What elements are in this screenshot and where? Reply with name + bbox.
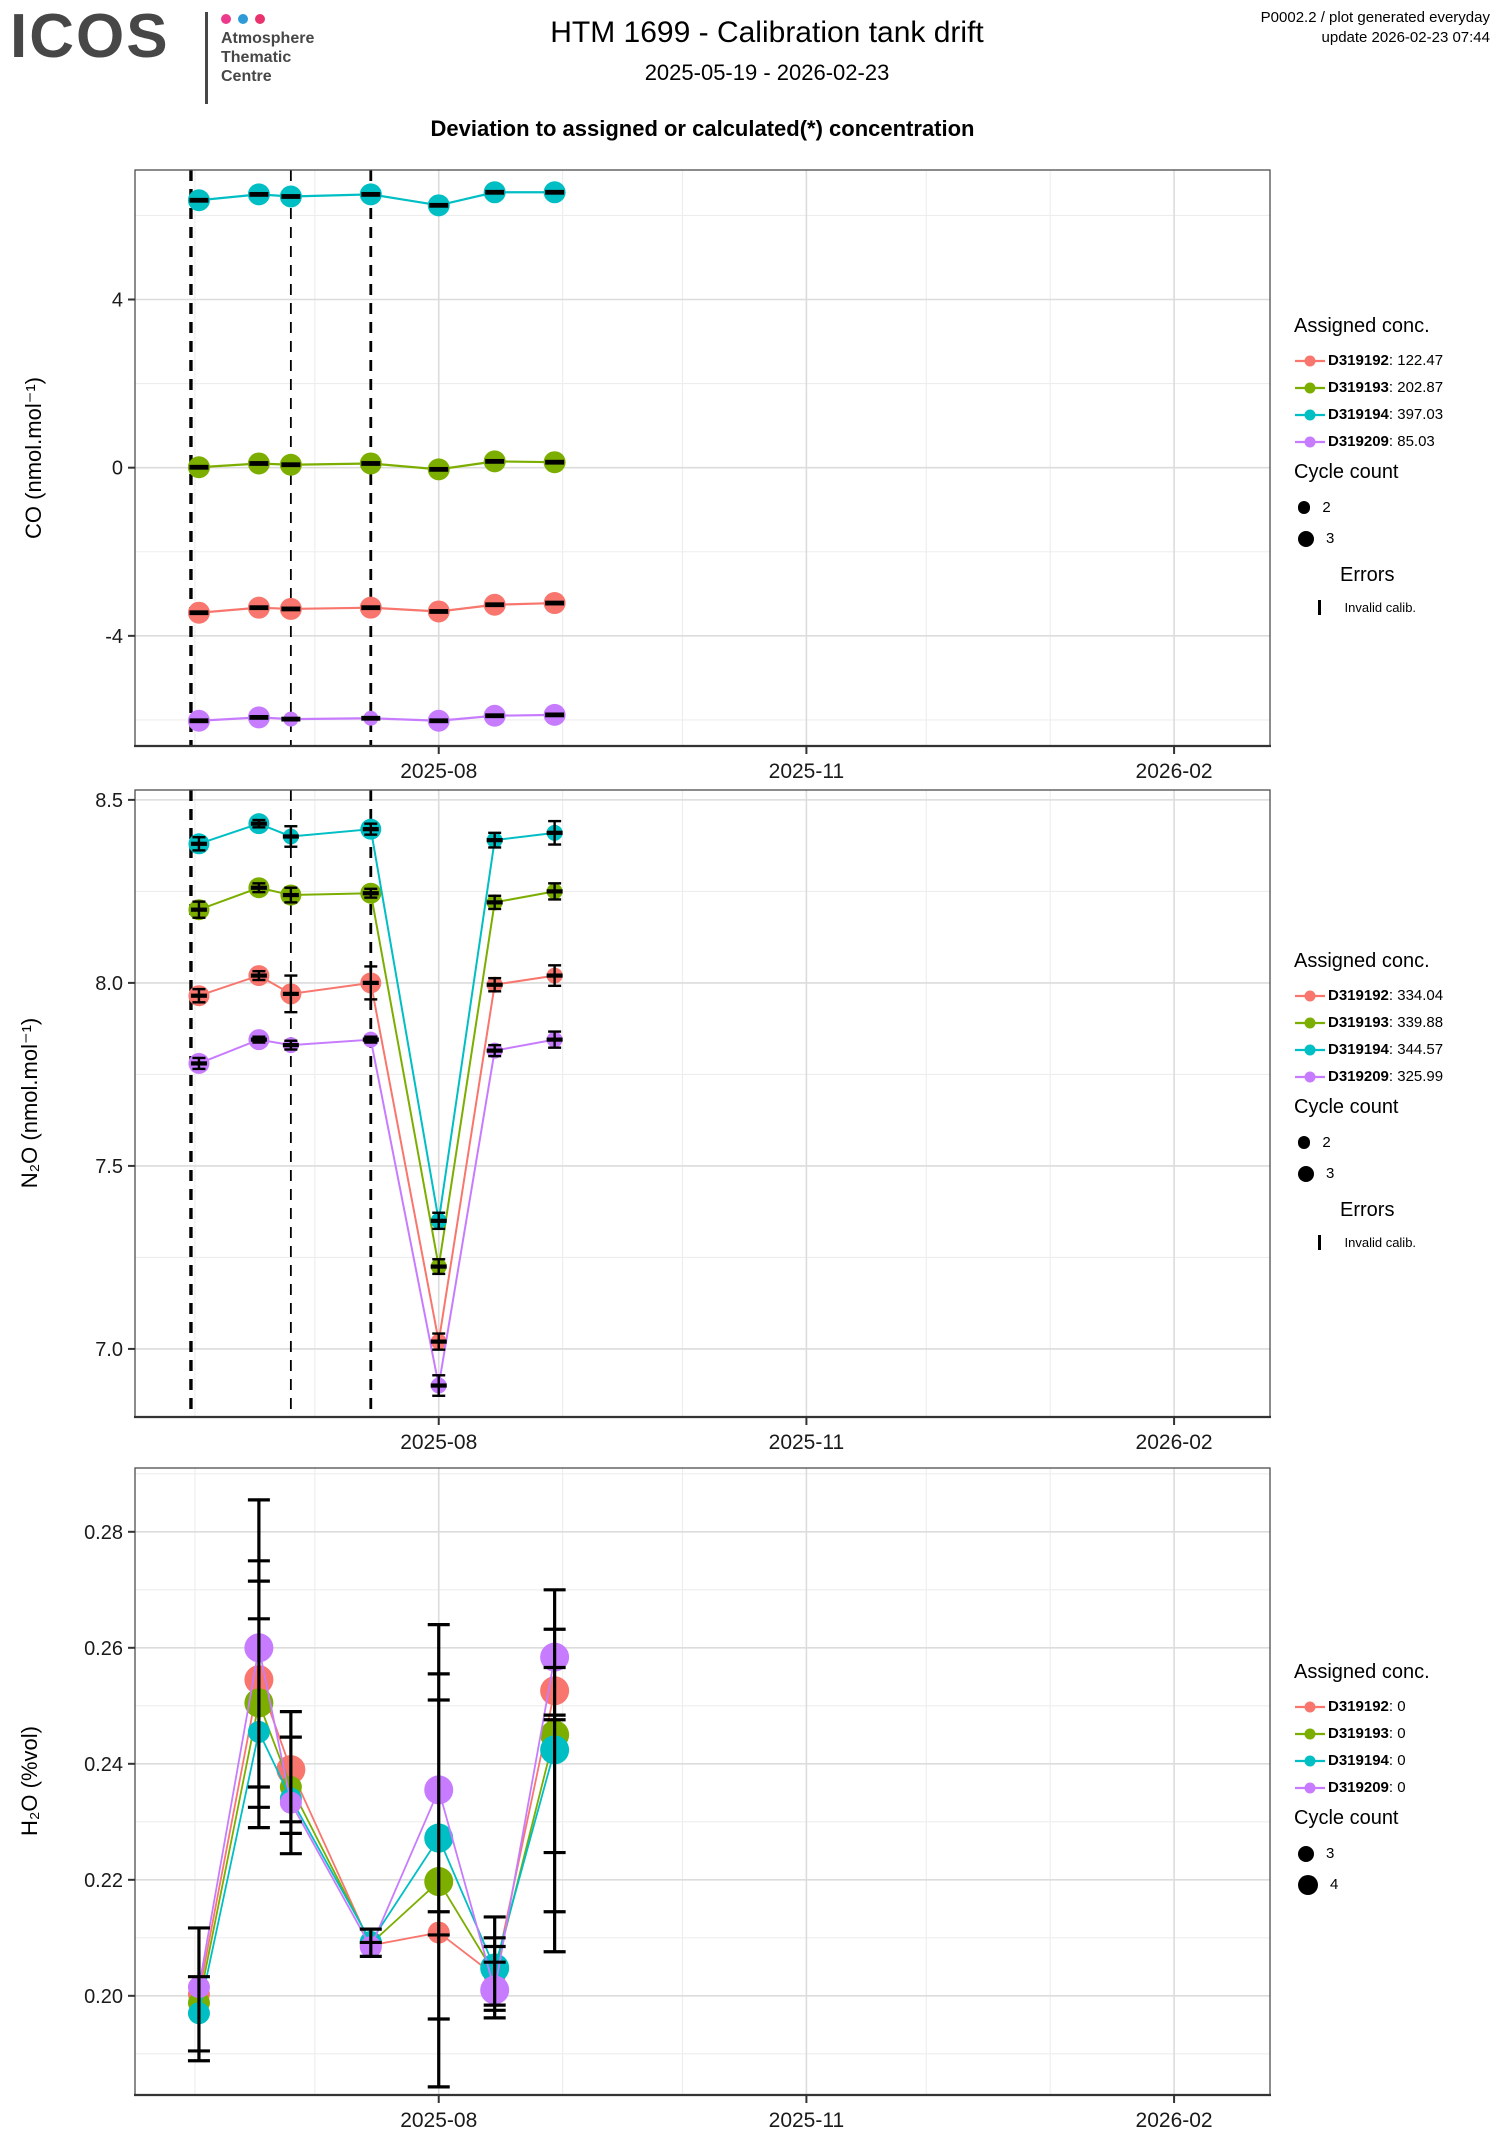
legend-key-icon — [1294, 1780, 1328, 1796]
legend-title: Assigned conc. — [1294, 315, 1430, 337]
y-tick-label: 8.5 — [95, 789, 123, 812]
co-chart — [105, 170, 1271, 783]
legend-item-label: D319192: 0 — [1328, 1698, 1406, 1715]
cycle-count-title: Cycle count — [1294, 1096, 1399, 1118]
legend-item-label: D319209: 85.03 — [1328, 433, 1435, 450]
cycle-count-item — [1294, 1869, 1499, 1900]
x-tick-label: 2026-02 — [1135, 1431, 1213, 1454]
icos-logo: ICOS — [10, 2, 170, 71]
legend-key-icon — [1294, 407, 1328, 423]
error-bar — [283, 826, 299, 846]
error-dash — [485, 713, 504, 718]
legend-item-label: D319194: 344.57 — [1328, 1041, 1444, 1058]
legend-item-D319194 — [1294, 1747, 1499, 1774]
co-legend — [1294, 315, 1499, 618]
legend-item-label: D319192: 122.47 — [1328, 352, 1444, 369]
cycle-count-item — [1294, 492, 1499, 523]
cycle-size-label: 2 — [1322, 1134, 1331, 1151]
x-tick-label: 2025-08 — [400, 2109, 478, 2132]
legend-key-icon — [1294, 988, 1328, 1004]
cycle-count-item — [1294, 523, 1499, 554]
error-dash — [249, 192, 268, 197]
error-dash — [545, 712, 564, 717]
error-dash — [361, 716, 380, 721]
error-dash — [189, 718, 208, 723]
legend-key-icon — [1294, 1699, 1328, 1715]
error-dash — [545, 190, 564, 195]
h2o-legend — [1294, 1661, 1499, 1900]
cycle-size-label: 2 — [1322, 499, 1331, 516]
cycle-size-dot — [1298, 1875, 1318, 1895]
legend-item-D319194 — [1294, 1036, 1499, 1063]
date-range-subtitle: 2025-05-19 - 2026-02-23 — [644, 60, 890, 85]
error-dash — [249, 461, 268, 466]
cycle-size-label: 4 — [1330, 1876, 1339, 1893]
legend-key-icon — [1294, 1042, 1328, 1058]
cycle-count-item — [1294, 1838, 1499, 1869]
error-bar — [547, 821, 563, 844]
error-dash — [361, 461, 380, 466]
error-bar — [251, 1037, 267, 1043]
legend-item-D319192 — [1294, 982, 1499, 1009]
n2o-axis-title: N₂O (nmol.mol⁻¹) — [17, 1017, 42, 1189]
legend-key-icon — [1294, 434, 1328, 450]
error-dash — [485, 459, 504, 464]
n2o-chart — [95, 790, 1271, 1454]
legend-item-label: D319194: 397.03 — [1328, 406, 1444, 423]
n2o-series-D319192 — [188, 965, 562, 1350]
x-tick-label: 2026-02 — [1135, 760, 1213, 783]
legend-item-label: D319209: 0 — [1328, 1779, 1406, 1796]
x-tick-label: 2025-11 — [768, 2109, 845, 2132]
h2o-series-D319194 — [188, 1721, 569, 2024]
legend-key-icon — [1294, 1753, 1328, 1769]
cycle-count-item — [1294, 1158, 1499, 1189]
h2o-axis-title: H₂O (%vol) — [17, 1726, 42, 1836]
n2o-series-D319209 — [188, 1029, 562, 1393]
y-tick-label: 0.26 — [84, 1637, 123, 1660]
error-bar — [283, 976, 299, 1013]
error-bar — [363, 1037, 379, 1043]
logo-unit-line1: Atmosphere — [221, 30, 315, 47]
plot-info — [1261, 8, 1490, 49]
legend-key-icon — [1294, 1069, 1328, 1085]
error-dash — [361, 192, 380, 197]
error-dash — [429, 203, 448, 208]
error-dash — [189, 610, 208, 615]
cycle-count-title: Cycle count — [1294, 461, 1399, 483]
error-bar — [363, 966, 379, 999]
error-dash — [485, 190, 504, 195]
invalid-calib-item — [1294, 596, 1499, 618]
logo-unit-line3: Centre — [221, 67, 272, 85]
legend-item-D319192 — [1294, 347, 1499, 374]
error-dash — [189, 465, 208, 470]
legend-item-label: D319209: 325.99 — [1328, 1068, 1444, 1085]
x-tick-label: 2025-11 — [768, 760, 845, 783]
h2o-chart — [84, 1468, 1271, 2132]
legend-item-D319209 — [1294, 1063, 1499, 1090]
error-dash — [281, 462, 300, 467]
legend-item-label: D319193: 0 — [1328, 1725, 1406, 1742]
error-dash — [545, 601, 564, 606]
co-series-D319194 — [188, 181, 566, 216]
legend-title: Assigned conc. — [1294, 1661, 1430, 1683]
y-tick-label: 0.24 — [84, 1753, 123, 1776]
legend-item-D319209 — [1294, 1774, 1499, 1801]
legend-key-icon — [1294, 1726, 1328, 1742]
invalid-calib-label: Invalid calib. — [1344, 1234, 1417, 1250]
co-axis-title: CO (nmol.mol⁻¹) — [21, 377, 46, 539]
legend-item-label: D319193: 202.87 — [1328, 379, 1444, 396]
x-tick-label: 2025-08 — [400, 1431, 478, 1454]
legend-item-D319194 — [1294, 401, 1499, 428]
cycle-size-label: 3 — [1326, 1165, 1335, 1182]
legend-item-label: D319193: 339.88 — [1328, 1014, 1444, 1031]
legend-title: Assigned conc. — [1294, 950, 1430, 972]
invalid-calib-label: Invalid calib. — [1344, 599, 1417, 615]
x-tick-label: 2025-11 — [768, 1431, 845, 1454]
error-bar — [251, 820, 267, 827]
y-tick-label: 4 — [111, 289, 123, 312]
error-dash — [249, 715, 268, 720]
y-tick-label: 7.0 — [95, 1338, 123, 1361]
y-tick-label: 0.20 — [84, 1985, 123, 2008]
cluster-error-bar — [248, 1500, 270, 1828]
error-dash — [249, 605, 268, 610]
error-dash — [429, 467, 448, 472]
y-tick-label: 0.28 — [84, 1521, 123, 1544]
legend-key-icon — [1294, 353, 1328, 369]
errors-title: Errors — [1340, 564, 1395, 586]
legend-item-D319193 — [1294, 1720, 1499, 1747]
y-tick-label: 0 — [111, 457, 123, 480]
cycle-size-label: 3 — [1326, 1845, 1335, 1862]
invalid-calib-icon — [1318, 1235, 1321, 1250]
invalid-calib-item — [1294, 1231, 1499, 1253]
y-tick-label: 0.22 — [84, 1869, 123, 1892]
cycle-size-dot — [1298, 1166, 1314, 1182]
plot-info-line1: P0002.2 / plot generated everyday — [1260, 9, 1490, 26]
y-tick-label: -4 — [105, 625, 123, 648]
h2o-series-D319209 — [188, 1633, 569, 2004]
legend-item-label: D319194: 0 — [1328, 1752, 1406, 1769]
error-dash — [429, 609, 448, 614]
error-dash — [281, 607, 300, 612]
y-tick-label: 8.0 — [95, 972, 123, 995]
error-dash — [545, 460, 564, 465]
errors-title: Errors — [1340, 1199, 1395, 1221]
y-tick-label: 7.5 — [95, 1155, 123, 1178]
cycle-count-title: Cycle count — [1294, 1807, 1399, 1829]
logo-unit-line2: Thematic — [221, 48, 292, 66]
x-tick-label: 2025-08 — [400, 760, 478, 783]
legend-item-D319193 — [1294, 1009, 1499, 1036]
error-dash — [189, 198, 208, 203]
legend-item-D319192 — [1294, 1693, 1499, 1720]
error-dash — [429, 718, 448, 723]
error-dash — [281, 717, 300, 722]
legend-item-D319209 — [1294, 428, 1499, 455]
legend-item-D319193 — [1294, 374, 1499, 401]
legend-key-icon — [1294, 1015, 1328, 1031]
cycle-count-item — [1294, 1127, 1499, 1158]
page-title: HTM 1699 - Calibration tank drift — [550, 16, 984, 49]
legend-item-label: D319192: 334.04 — [1328, 987, 1444, 1004]
x-tick-label: 2026-02 — [1135, 2109, 1213, 2132]
error-dash — [485, 602, 504, 607]
legend-key-icon — [1294, 380, 1328, 396]
n2o-series-D319193 — [188, 877, 562, 1274]
cycle-size-dot — [1298, 1846, 1314, 1862]
error-dash — [281, 194, 300, 199]
error-bar — [431, 1375, 447, 1395]
plot-info-line2: update 2026-02-23 07:44 — [1321, 29, 1490, 47]
cycle-size-dot — [1298, 531, 1314, 547]
invalid-calib-icon — [1318, 600, 1321, 615]
error-dash — [361, 605, 380, 610]
cycle-size-label: 3 — [1326, 530, 1335, 547]
section-title: Deviation to assigned or calculated(*) concentration — [430, 116, 975, 141]
n2o-legend — [1294, 950, 1499, 1253]
h2o-series-D319193 — [188, 1688, 569, 2013]
cycle-size-dot — [1298, 1136, 1310, 1148]
cycle-size-dot — [1298, 501, 1310, 513]
